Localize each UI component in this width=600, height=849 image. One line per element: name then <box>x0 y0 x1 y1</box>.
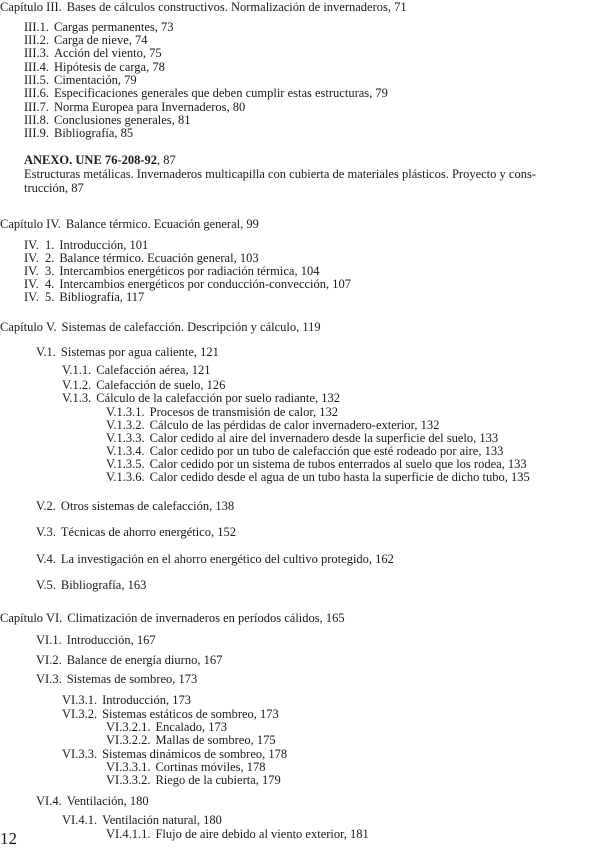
chapter-heading <box>0 0 407 14</box>
entry-number: III.8. <box>24 113 49 127</box>
toc-entry <box>36 345 219 359</box>
entry-title: Acción del viento <box>54 46 143 60</box>
entry-page: , 133 <box>502 457 527 471</box>
entry-title: Calor cedido por un sistema de tubos enterrados al suelo que los rodea <box>149 457 502 471</box>
entry-title: Cimentación <box>54 73 118 87</box>
entry-title: Sistemas de calefacción. Descripción y cálculo <box>61 320 297 334</box>
entry-page: , 78 <box>146 60 165 74</box>
entry-page: , 152 <box>211 525 236 539</box>
entry-title: Sistemas por agua caliente <box>60 345 194 359</box>
entry-page: , 167 <box>131 633 156 647</box>
entry-number: III.7. <box>24 100 49 114</box>
anexo-heading <box>24 153 176 167</box>
entry-title: Ventilación natural <box>102 813 197 827</box>
toc-entry <box>24 86 388 100</box>
entry-number: VI.3.1. <box>62 693 98 707</box>
entry-page: , 173 <box>202 720 227 734</box>
toc-entry <box>24 113 190 127</box>
toc-entry <box>24 46 162 60</box>
entry-title: Sistemas de sombreo <box>66 672 173 686</box>
entry-page: , 119 <box>296 320 321 334</box>
entry-number: VI.4. <box>36 794 62 808</box>
entry-number: III.9. <box>24 126 49 140</box>
toc-entry <box>62 391 340 405</box>
entry-title: La investigación en el ahorro energético del cultivo protegido <box>60 552 369 566</box>
entry-page: , 104 <box>294 264 319 278</box>
entry-number: III.5. <box>24 73 49 87</box>
entry-number: VI.3.2.2. <box>106 733 151 747</box>
entry-number: VI.3.3. <box>62 747 98 761</box>
entry-number: IV. 2. <box>24 251 55 265</box>
entry-number: Capítulo III. <box>0 0 62 14</box>
entry-page: , 181 <box>344 827 369 841</box>
entry-title: Cálculo de las pérdidas de calor invernadero-exterior <box>149 418 415 432</box>
toc-entry <box>62 363 210 377</box>
entry-number: III.3. <box>24 46 49 60</box>
entry-title: Técnicas de ahorro energético <box>60 525 211 539</box>
toc-entry <box>36 552 394 566</box>
anexo-description: trucción, 87 <box>24 181 84 195</box>
entry-title: Norma Europea para Invernaderos <box>54 100 227 114</box>
entry-title: Introducción <box>102 693 166 707</box>
entry-title: Calefacción de suelo <box>96 378 201 392</box>
entry-title: Balance de energía diurno <box>66 653 198 667</box>
toc-entry <box>36 499 234 513</box>
entry-number: V.1. <box>36 345 56 359</box>
entry-number: V.1.3.4. <box>106 444 145 458</box>
entry-page: , 133 <box>473 431 498 445</box>
toc-entry <box>24 290 144 304</box>
entry-page: , 165 <box>320 611 345 625</box>
entry-title: Sistemas estáticos de sombreo <box>102 707 254 721</box>
entry-page: , 126 <box>200 378 225 392</box>
toc-entry <box>36 794 149 808</box>
entry-number: V.1.3.1. <box>106 405 145 419</box>
entry-title: Especificaciones generales que deben cumplir estas estructuras <box>54 86 370 100</box>
toc-entry <box>62 707 279 721</box>
entry-title: Balance térmico. Ecuación general <box>59 251 234 265</box>
toc-entry <box>106 444 503 458</box>
entry-number: V.5. <box>36 578 56 592</box>
entry-title: Cargas permanentes <box>54 20 155 34</box>
entry-page: , 132 <box>414 418 439 432</box>
entry-page: , 81 <box>172 113 191 127</box>
toc-entry <box>24 100 245 114</box>
entry-page: , 173 <box>172 672 197 686</box>
toc-entry <box>62 378 225 392</box>
entry-number: IV. 3. <box>24 264 55 278</box>
toc-entry <box>24 20 174 34</box>
toc-entry <box>36 653 222 667</box>
entry-title: Calor cedido al aire del invernadero desde la superficie del suelo <box>149 431 474 445</box>
entry-title: Bibliografía <box>60 578 122 592</box>
entry-page: , 101 <box>123 238 148 252</box>
entry-title: Cortinas móviles <box>155 760 241 774</box>
entry-title: Bibliografía <box>59 290 120 304</box>
toc-entry <box>24 60 165 74</box>
entry-page: , 85 <box>114 126 133 140</box>
toc-entry <box>36 578 146 592</box>
entry-title: Climatización de invernaderos en períodos cálidos <box>67 611 320 625</box>
entry-number: V.1.1. <box>62 363 92 377</box>
entry-page: , 79 <box>118 73 137 87</box>
toc-entry <box>36 672 197 686</box>
entry-page: , 180 <box>197 813 222 827</box>
toc-entry <box>106 470 530 484</box>
entry-page: , 180 <box>124 794 149 808</box>
toc-entry <box>36 633 156 647</box>
entry-page: , 178 <box>262 747 287 761</box>
entry-title: Riego de la cubierta <box>155 773 256 787</box>
entry-title: Introducción <box>59 238 124 252</box>
toc-entry <box>106 431 498 445</box>
entry-page: , 179 <box>256 773 281 787</box>
toc-entry <box>106 760 266 774</box>
entry-title: Calor cedido desde el agua de un tubo hasta la superficie de dicho tubo <box>149 470 505 484</box>
toc-entry <box>24 238 148 252</box>
entry-page: , 73 <box>155 20 174 34</box>
entry-title: Balance térmico. Ecuación general <box>65 217 241 231</box>
entry-page: , 121 <box>194 345 219 359</box>
entry-page: , 121 <box>185 363 210 377</box>
entry-number: Capítulo VI. <box>0 611 63 625</box>
chapter-heading <box>0 217 259 231</box>
entry-page: , 99 <box>240 217 259 231</box>
entry-title: ANEXO. UNE 76-208-92 <box>24 153 157 167</box>
entry-number: Capítulo IV. <box>0 217 61 231</box>
entry-number: V.4. <box>36 552 56 566</box>
entry-number: V.1.3.6. <box>106 470 145 484</box>
toc-entry <box>106 405 338 419</box>
toc-entry <box>62 747 287 761</box>
entry-number: IV. 4. <box>24 277 55 291</box>
entry-number: IV. 5. <box>24 290 55 304</box>
chapter-heading <box>0 320 321 334</box>
entry-title: Sistemas dinámicos de sombreo <box>102 747 263 761</box>
entry-title: Flujo de aire debido al viento exterior <box>155 827 344 841</box>
entry-page: , 138 <box>209 499 234 513</box>
entry-number: VI.3.3.1. <box>106 760 151 774</box>
entry-page: , 173 <box>254 707 279 721</box>
entry-page: , 173 <box>166 693 191 707</box>
entry-title: Intercambios energéticos por conducción-convección <box>59 277 327 291</box>
entry-page: , 163 <box>121 578 146 592</box>
entry-title: Otros sistemas de calefacción <box>60 499 210 513</box>
entry-title: Cálculo de la calefacción por suelo radiante <box>96 391 315 405</box>
entry-page: , 71 <box>388 0 407 14</box>
toc-entry <box>106 827 369 841</box>
entry-title: Mallas de sombreo <box>155 733 251 747</box>
entry-title: Hipótesis de carga <box>54 60 147 74</box>
toc-entry <box>106 418 439 432</box>
entry-page: , 117 <box>120 290 145 304</box>
entry-number: V.3. <box>36 525 56 539</box>
entry-page: , 75 <box>143 46 162 60</box>
entry-title: Procesos de transmisión de calor <box>149 405 314 419</box>
toc-entry <box>24 33 148 47</box>
entry-number: VI.1. <box>36 633 62 647</box>
entry-title: Intercambios energéticos por radiación térmica <box>59 264 295 278</box>
toc-entry <box>106 720 227 734</box>
entry-page: , 162 <box>369 552 394 566</box>
toc-entry <box>36 525 236 539</box>
toc-entry <box>24 277 351 291</box>
entry-page: , 80 <box>227 100 246 114</box>
entry-number: III.1. <box>24 20 49 34</box>
entry-number: V.1.3. <box>62 391 92 405</box>
entry-page: , 133 <box>478 444 503 458</box>
entry-number: Capítulo V. <box>0 320 57 334</box>
toc-entry <box>106 773 281 787</box>
entry-number: V.1.3.3. <box>106 431 145 445</box>
entry-page: , 103 <box>234 251 259 265</box>
anexo-description: Estructuras metálicas. Invernaderos multicapilla con cubierta de materiales plásticos. Proyecto y cons- <box>24 167 536 181</box>
toc-entry <box>24 73 137 87</box>
chapter-heading <box>0 611 345 625</box>
entry-page: , 175 <box>251 733 276 747</box>
entry-page: , 132 <box>315 391 340 405</box>
entry-number: V.2. <box>36 499 56 513</box>
toc-entry <box>24 251 259 265</box>
entry-number: IV. 1. <box>24 238 55 252</box>
entry-title: Calor cedido por un tubo de calefacción que esté rodeado por aire <box>149 444 479 458</box>
toc-entry <box>106 733 276 747</box>
entry-title: Ventilación <box>66 794 124 808</box>
entry-page: , 87 <box>157 153 176 167</box>
entry-number: VI.4.1.1. <box>106 827 151 841</box>
toc-entry <box>24 126 133 140</box>
entry-title: Bases de cálculos constructivos. Normalización de invernaderos <box>66 0 388 14</box>
entry-number: V.1.3.5. <box>106 457 145 471</box>
entry-title: Carga de nieve <box>54 33 129 47</box>
entry-number: III.2. <box>24 33 49 47</box>
toc-entry <box>62 813 222 827</box>
toc-entry <box>106 457 527 471</box>
entry-page: , 167 <box>197 653 222 667</box>
entry-number: VI.3.2. <box>62 707 98 721</box>
entry-page: , 135 <box>505 470 530 484</box>
entry-number: V.1.3.2. <box>106 418 145 432</box>
toc-entry <box>24 264 319 278</box>
page-number: 12 <box>0 829 17 848</box>
entry-page: , 79 <box>369 86 388 100</box>
entry-title: Introducción <box>66 633 131 647</box>
entry-page: , 132 <box>313 405 338 419</box>
entry-title: Conclusiones generales <box>54 113 172 127</box>
entry-title: Encalado <box>155 720 202 734</box>
toc-entry <box>62 693 191 707</box>
entry-title: Bibliografía <box>54 126 115 140</box>
entry-number: V.1.2. <box>62 378 92 392</box>
entry-number: VI.4.1. <box>62 813 98 827</box>
entry-number: III.6. <box>24 86 49 100</box>
entry-page: , 74 <box>129 33 148 47</box>
entry-number: VI.3.2.1. <box>106 720 151 734</box>
entry-page: , 107 <box>326 277 351 291</box>
entry-number: III.4. <box>24 60 49 74</box>
entry-page: , 178 <box>241 760 266 774</box>
entry-title: Calefacción aérea <box>96 363 186 377</box>
entry-number: VI.2. <box>36 653 62 667</box>
entry-number: VI.3.3.2. <box>106 773 151 787</box>
entry-number: VI.3. <box>36 672 62 686</box>
